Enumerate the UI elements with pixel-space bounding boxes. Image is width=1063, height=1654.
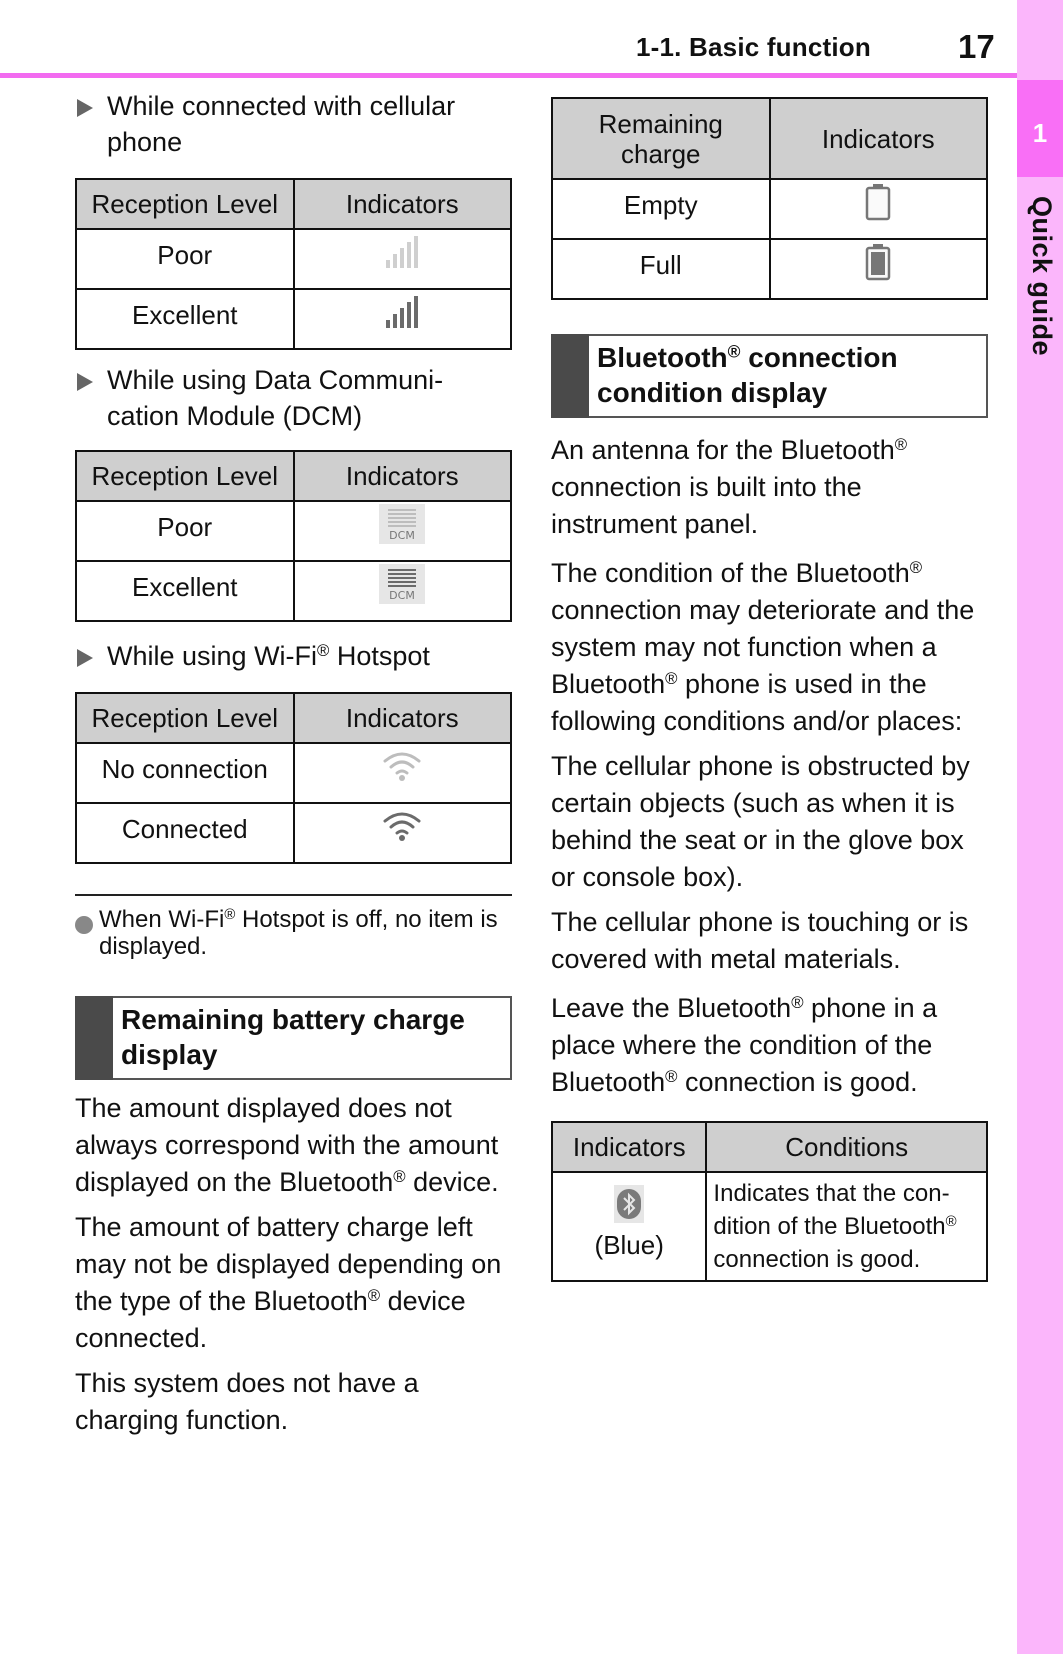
bluetooth-paragraph: The cellular phone is touching or is covered with metal materials. (551, 907, 969, 974)
chapter-number: 1 (1032, 118, 1048, 148)
table-header: Indicators (552, 1122, 706, 1172)
battery-paragraph: The amount displayed does not always correspond with the amount displayed on the Bluetooth® device. (75, 1093, 499, 1197)
bluetooth-paragraph: The cellular phone is obstructed by certain objects (such as when it is behind the seat or in the glove box or console box). (551, 751, 970, 892)
table-row (76, 803, 511, 863)
cellular-signal-weak-icon (384, 235, 420, 276)
heading-bar (75, 996, 113, 1080)
table-row (76, 501, 511, 561)
battery-full-icon (865, 243, 891, 288)
table-row (552, 239, 987, 299)
chapter-label: Quick guide (1027, 196, 1057, 357)
dcm-subhead: While using Data Communi-cation Module (DCM) (75, 362, 512, 434)
section-title: 1-1. Basic function (636, 32, 871, 62)
note-divider (75, 894, 512, 896)
reception-level: Excellent (76, 289, 294, 349)
wifi-reception-table (75, 692, 512, 864)
dcm-signal-weak-icon (379, 504, 425, 551)
svg-text:DCM: DCM (389, 528, 416, 542)
bullet-dot-icon (75, 916, 93, 934)
table-header: Conditions (706, 1122, 987, 1172)
wifi-subhead: While using Wi-Fi® Hotspot (75, 638, 512, 674)
triangle-bullet-icon (77, 373, 93, 391)
table-header: Reception Level (76, 179, 294, 229)
bluetooth-paragraph: An antenna for the Bluetooth® connection is built into the instrument panel. (551, 434, 908, 539)
bluetooth-paragraph: The condition of the Bluetooth® connection may deteriorate and the system may not function when a Bluetooth® phone is used in the following conditions and/or places: (551, 557, 975, 736)
heading-bar (551, 334, 589, 418)
triangle-bullet-icon (77, 649, 93, 667)
bluetooth-icon (614, 1185, 644, 1230)
table-row (76, 561, 511, 621)
reception-level: Poor (76, 229, 294, 289)
wifi-disconnected-icon (382, 750, 422, 789)
reception-level: Poor (76, 501, 294, 561)
charge-level: Full (552, 239, 770, 299)
table-header: Indicators (294, 179, 512, 229)
table-header: Remaining charge (552, 98, 770, 179)
cellular-reception-table (75, 178, 512, 350)
table-row (76, 743, 511, 803)
page-number: 17 (958, 28, 995, 65)
triangle-bullet-icon (77, 99, 93, 117)
bluetooth-paragraph: Leave the Bluetooth® phone in a place where the condition of the Bluetooth® connection is good. (551, 992, 938, 1097)
battery-charge-table (551, 97, 988, 300)
table-row (76, 289, 511, 349)
left-column (75, 88, 512, 1439)
battery-empty-icon (865, 183, 891, 228)
header-divider (0, 73, 1017, 78)
dcm-reception-table (75, 450, 512, 622)
svg-text:DCM: DCM (389, 588, 416, 602)
cellular-signal-strong-icon (384, 295, 420, 336)
table-header: Indicators (294, 693, 512, 743)
right-column (551, 97, 988, 1282)
cellular-subhead: While connected with cellular phone (75, 88, 512, 160)
table-row (552, 1172, 987, 1281)
battery-paragraph: This system does not have a charging function. (75, 1368, 419, 1435)
indicator-color-label: (Blue) (594, 1229, 664, 1260)
condition-text: Indicates that the con-dition of the Bluetooth® connection is good. (706, 1172, 987, 1281)
table-row (552, 179, 987, 239)
table-header: Reception Level (76, 451, 294, 501)
table-header: Indicators (294, 451, 512, 501)
bluetooth-condition-table (551, 1121, 988, 1282)
reception-level: No connection (76, 743, 294, 803)
reception-level: Connected (76, 803, 294, 863)
charge-level: Empty (552, 179, 770, 239)
battery-section-heading: Remaining battery charge display (75, 996, 512, 1080)
table-header: Indicators (770, 98, 988, 179)
bluetooth-section-heading: Bluetooth® connection condition display (551, 334, 988, 418)
dcm-signal-strong-icon (379, 564, 425, 611)
table-row (76, 229, 511, 289)
table-header: Reception Level (76, 693, 294, 743)
battery-paragraph: The amount of battery charge left may not be displayed depending on the type of the Bluetooth® device connected. (75, 1212, 502, 1353)
wifi-connected-icon (382, 810, 422, 849)
reception-level: Excellent (76, 561, 294, 621)
wifi-note: When Wi-Fi® Hotspot is off, no item is displayed. (75, 906, 512, 960)
